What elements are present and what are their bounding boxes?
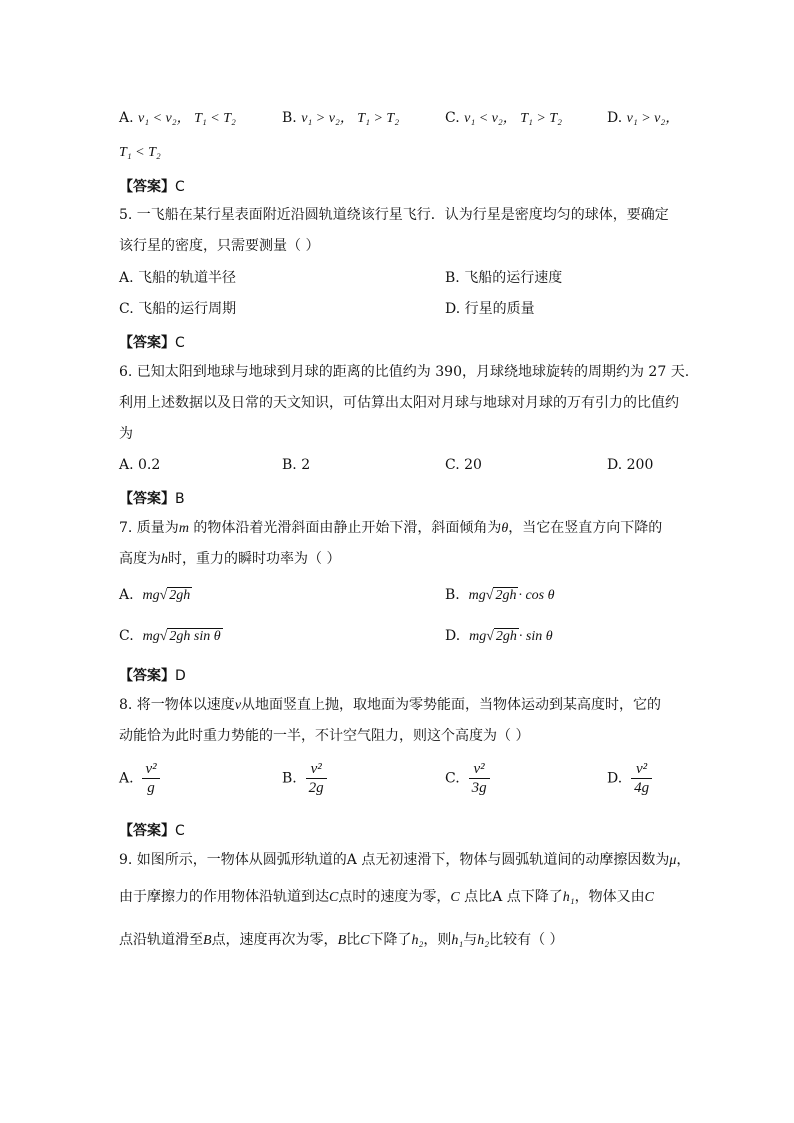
q8-stem-line1: 8. 将一物体以速度v从地面竖直上抛，取地面为零势能面，当物体运动到某高度时，它的 [119,697,662,713]
q9-stem-line2: 由于摩擦力的作用物体沿轨道到达C点时的速度为零，C 点比A 点下降了h₁，物体又由C [119,889,654,905]
q7-option-a: A. mg√ 2gh [119,587,191,603]
q5-option-b: B. 飞船的运行速度 [445,270,563,286]
q4-option-d-continued: T₁ < T₂ [119,145,161,160]
q4-answer: 【答案】C [119,179,185,195]
q8-stem-line2: 动能恰为此时重力势能的一半，不计空气阻力，则这个高度为（ ） [119,728,530,744]
q8-option-d-fraction: $\frac{\text{v²}}{4g}$ [631,760,652,797]
q7-option-c: C. mg√ 2gh sin θ [119,628,221,644]
q8-option-a: A. $\frac{\text{v²}}{g}$ [119,760,160,797]
q8-answer: 【答案】C [119,823,185,839]
q7-stem-line1: 7. 质量为m 的物体沿着光滑斜面由静止开始下滑，斜面倾角为θ，当它在竖直方向下降的 [119,520,663,536]
q4-option-a: A. v₁ < v₂， T₁ < T₂ [119,110,236,126]
q6-option-a: A. 0.2 [119,457,161,473]
q4-option-d: D. v₁ > v₂， [607,110,680,126]
q8-option-b: B. $\frac{\text{v²}}{2g}$ [282,760,327,797]
q4-option-c: C. v₁ < v₂， T₁ > T₂ [445,110,562,126]
q6-stem-line2: 利用上述数据以及日常的天文知识，可估算出太阳对月球与地球对月球的万有引力的比值约 [119,395,679,411]
q5-answer: 【答案】C [119,335,185,351]
q6-option-c: C. 20 [445,457,482,473]
q5-stem-line2: 该行星的密度，只需要测量（ ） [119,238,320,254]
q7-answer: 【答案】D [119,668,186,684]
q8-option-a-fraction: $\frac{\text{v²}}{g}$ [142,760,159,797]
q5-option-a: A. 飞船的轨道半径 [119,270,237,286]
q6-option-d: D. 200 [607,457,654,473]
q9-stem-line1: 9. 如图所示，一物体从圆弧形轨道的A 点无初速滑下，物体与圆弧轨道间的动摩擦因数为μ， [119,852,691,868]
q6-option-b: B. 2 [282,457,311,473]
q7-option-b: B. mg√ 2gh · cos θ [445,587,555,603]
q8-option-c-fraction: $\frac{\text{v²}}{3g}$ [469,760,490,797]
q7-stem-line2: 高度为h时，重力的瞬时功率为（ ） [119,551,341,567]
q5-option-d: D. 行星的质量 [445,301,535,317]
q5-option-c: C. 飞船的运行周期 [119,301,237,317]
q8-option-c: C. $\frac{\text{v²}}{3g}$ [445,760,490,797]
q6-stem-line1: 6. 已知太阳到地球与地球到月球的距离的比值约为 390，月球绕地球旋转的周期约为 27 天. [119,364,690,380]
q4-option-b: B. v₁ > v₂， T₁ > T₂ [282,110,400,126]
q7-option-d: D. mg√ 2gh · sin θ [445,628,553,644]
q9-stem-line3: 点沿轨道滑至B点，速度再次为零，B比C下降了h₂，则h₁与h₂比较有（ ） [119,932,564,948]
q8-option-d: D. $\frac{\text{v²}}{4g}$ [607,760,652,797]
q6-stem-line3: 为 [119,426,133,442]
q6-answer: 【答案】B [119,491,185,507]
q8-option-b-fraction: $\frac{\text{v²}}{2g}$ [306,760,327,797]
q5-stem-line1: 5. 一飞船在某行星表面附近沿圆轨道绕该行星飞行．认为行星是密度均匀的球体，要确定 [119,207,669,223]
